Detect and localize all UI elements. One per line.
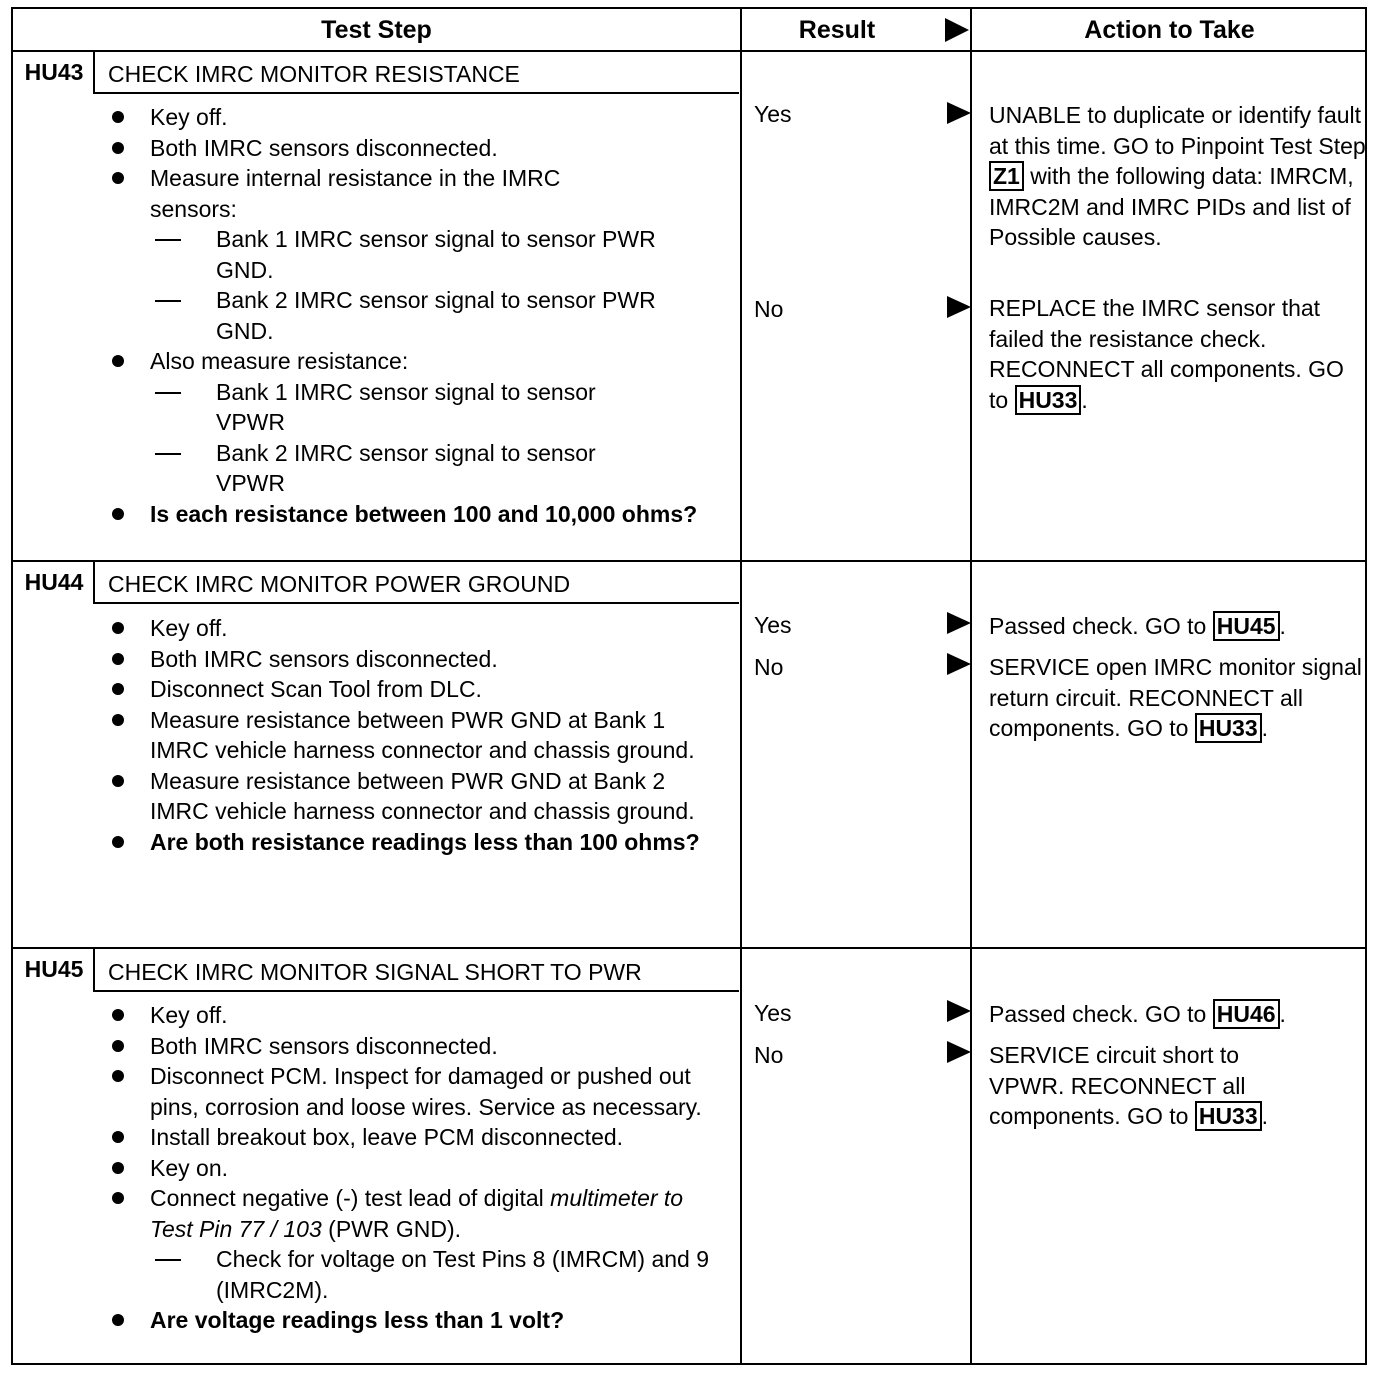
step-title-divider bbox=[93, 990, 739, 992]
step-id: HU44 bbox=[24, 568, 84, 595]
result-no: No bbox=[754, 1042, 784, 1068]
header-result: Result bbox=[798, 15, 876, 44]
step-title: CHECK IMRC MONITOR POWER GROUND bbox=[108, 570, 571, 597]
step-id-divider bbox=[93, 949, 95, 991]
result-no: No bbox=[754, 296, 784, 322]
sub-list-item: Check for voltage on Test Pins 8 (IMRCM) and 9 (IMRC2M). bbox=[103, 1244, 716, 1305]
list-item: Key off. bbox=[103, 1000, 743, 1031]
step-instructions bbox=[103, 613, 743, 857]
action-no: SERVICE circuit short to VPWR. RECONNECT all components. GO to HU33 . bbox=[989, 1042, 1269, 1129]
row-divider bbox=[13, 560, 1365, 562]
header-arrow-icon bbox=[945, 18, 969, 42]
result-arrow-icon bbox=[947, 653, 971, 675]
sub-list-item: Bank 2 IMRC sensor signal to sensor PWR GND. bbox=[103, 285, 656, 346]
action-no: REPLACE the IMRC sensor that failed the resistance check. RECONNECT all components. GO to HU33 . bbox=[989, 295, 1344, 413]
list-item: Measure resistance between PWR GND at Bank 1 IMRC vehicle harness connector and chassis ground. bbox=[103, 705, 730, 766]
result-arrow-icon bbox=[947, 296, 971, 318]
sub-list-item: Bank 1 IMRC sensor signal to sensor PWR GND. bbox=[103, 224, 656, 285]
step-reference[interactable]: Z1 bbox=[989, 161, 1024, 191]
step-id-divider bbox=[93, 562, 95, 604]
result-yes: Yes bbox=[754, 101, 792, 127]
step-reference[interactable]: HU45 bbox=[1213, 611, 1280, 641]
step-id: HU43 bbox=[24, 58, 84, 85]
result-arrow-icon bbox=[947, 1041, 971, 1063]
step-instructions bbox=[103, 1000, 743, 1336]
test-question: Are both resistance readings less than 100 ohms? bbox=[103, 827, 710, 858]
header-action: Action to Take bbox=[1084, 15, 1255, 44]
result-arrow-icon bbox=[947, 1000, 971, 1022]
step-reference[interactable]: HU33 bbox=[1195, 1101, 1262, 1131]
result-arrow-icon bbox=[947, 612, 971, 634]
result-arrow-icon bbox=[947, 102, 971, 124]
list-item: Connect negative (-) test lead of digital multimeter to Test Pin 77 / 103 (PWR GND). bbox=[103, 1183, 730, 1244]
step-title: CHECK IMRC MONITOR RESISTANCE bbox=[108, 60, 520, 87]
sub-list-item: Bank 1 IMRC sensor signal to sensor VPWR bbox=[103, 377, 656, 438]
step-title-divider bbox=[93, 92, 739, 94]
step-instructions bbox=[103, 102, 743, 529]
column-divider-action bbox=[970, 9, 972, 1363]
step-title-divider bbox=[93, 602, 739, 604]
test-question: Are voltage readings less than 1 volt? bbox=[103, 1305, 743, 1336]
list-item: Disconnect Scan Tool from DLC. bbox=[103, 674, 743, 705]
list-item: Both IMRC sensors disconnected. bbox=[103, 1031, 743, 1062]
action-no: SERVICE open IMRC monitor signal return circuit. RECONNECT all components. GO to HU33 . bbox=[989, 654, 1362, 741]
step-reference[interactable]: HU33 bbox=[1015, 385, 1082, 415]
list-item: Both IMRC sensors disconnected. bbox=[103, 133, 743, 164]
result-no: No bbox=[754, 654, 784, 680]
test-step-table bbox=[11, 7, 1367, 1365]
step-id-divider bbox=[93, 52, 95, 94]
list-item: Measure internal resistance in the IMRC sensors: bbox=[103, 163, 630, 224]
list-item: Key off. bbox=[103, 102, 743, 133]
list-item: Disconnect PCM. Inspect for damaged or pushed out pins, corrosion and loose wires. Service as necessary. bbox=[103, 1061, 730, 1122]
header-divider bbox=[13, 50, 1365, 52]
list-item: Install breakout box, leave PCM disconnected. bbox=[103, 1122, 743, 1153]
result-yes: Yes bbox=[754, 612, 792, 638]
step-title: CHECK IMRC MONITOR SIGNAL SHORT TO PWR bbox=[108, 958, 642, 985]
list-item: Measure resistance between PWR GND at Bank 2 IMRC vehicle harness connector and chassis ground. bbox=[103, 766, 730, 827]
sub-list-item: Bank 2 IMRC sensor signal to sensor VPWR bbox=[103, 438, 656, 499]
action-yes: Passed check. GO to HU45 . bbox=[989, 613, 1286, 639]
action-yes: Passed check. GO to HU46 . bbox=[989, 1001, 1286, 1027]
action-yes: UNABLE to duplicate or identify fault at this time. GO to Pinpoint Test Step Z1 with the following data: IMRCM, IMRC2M and IMRC PIDs and list of Possible causes. bbox=[989, 102, 1366, 250]
row-divider bbox=[13, 947, 1365, 949]
step-id: HU45 bbox=[24, 955, 84, 982]
list-item: Key off. bbox=[103, 613, 743, 644]
header-test-step: Test Step bbox=[321, 15, 432, 44]
step-reference[interactable]: HU46 bbox=[1213, 999, 1280, 1029]
list-item: Key on. bbox=[103, 1153, 743, 1184]
step-reference[interactable]: HU33 bbox=[1195, 713, 1262, 743]
list-item: Both IMRC sensors disconnected. bbox=[103, 644, 743, 675]
list-item: Also measure resistance: bbox=[103, 346, 743, 377]
test-question: Is each resistance between 100 and 10,000 ohms? bbox=[103, 499, 715, 530]
result-yes: Yes bbox=[754, 1000, 792, 1026]
